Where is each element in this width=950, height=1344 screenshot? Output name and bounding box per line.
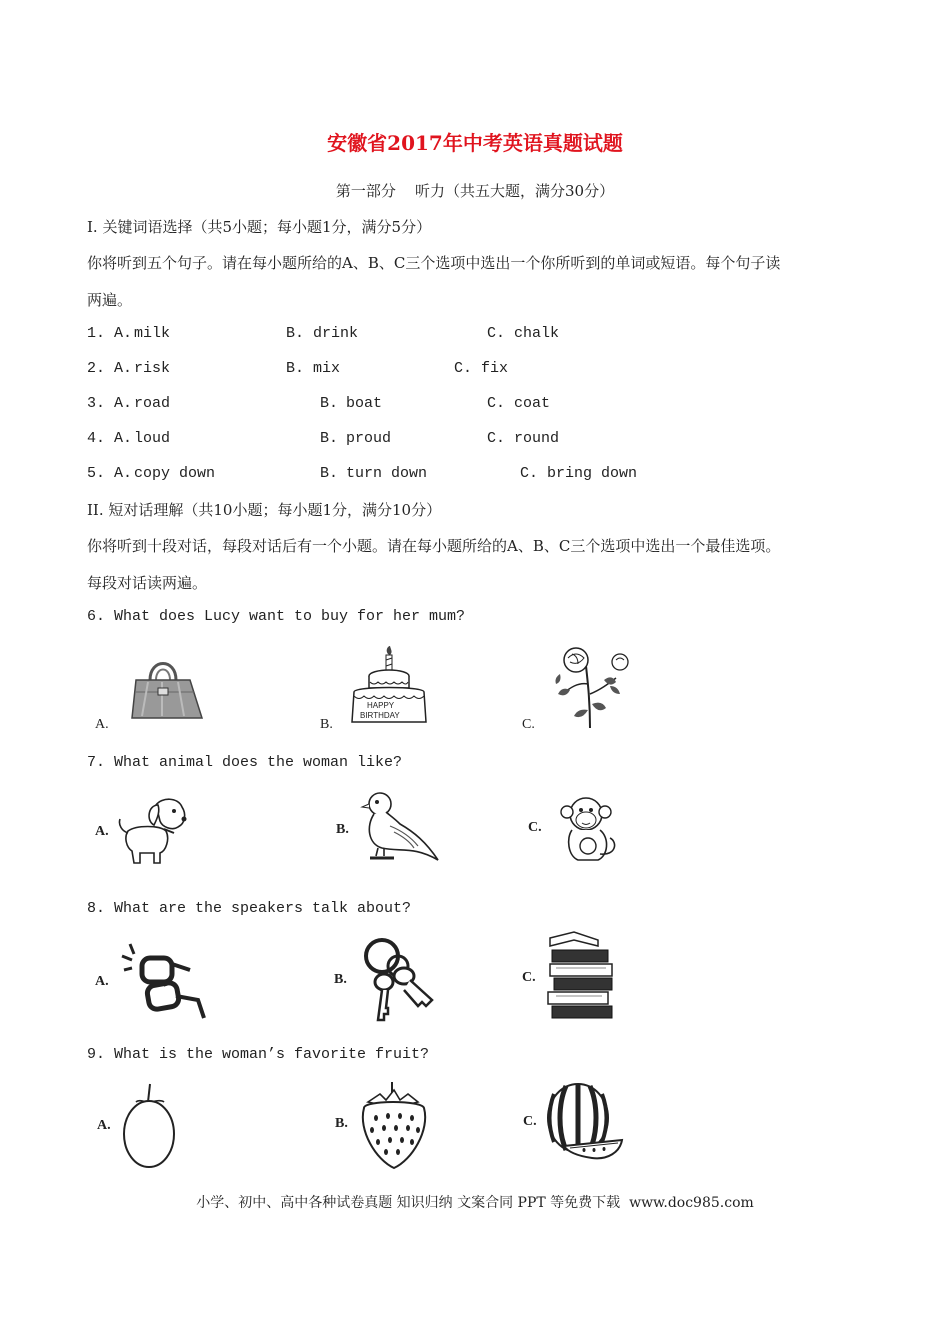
option-b: boat — [346, 395, 383, 412]
option-a: road — [134, 395, 171, 412]
q9-label-c: C. — [523, 1114, 537, 1129]
section2-instruction: 你将听到十段对话，每段对话后有一个小题。请在每小题所给的A、B、C三个选项中选出一个最佳选项。 — [87, 537, 781, 555]
option-c-label: C. — [520, 465, 539, 482]
option-c: chalk — [514, 325, 560, 342]
option-b-label: B. — [320, 395, 339, 412]
item-number: 1. A. — [87, 325, 133, 342]
option-c: coat — [514, 395, 551, 412]
option-c: bring down — [547, 465, 638, 482]
q8-label-a: A. — [95, 974, 109, 989]
option-a: milk — [134, 325, 171, 342]
rose-icon — [546, 644, 636, 730]
option-b-label: B. — [320, 430, 339, 447]
q6-label-a: A. — [95, 717, 109, 732]
q6-label-b: B. — [320, 717, 333, 732]
option-c-label: C. — [487, 430, 506, 447]
q7-label-c: C. — [528, 820, 542, 835]
books-icon — [546, 930, 618, 1022]
q7-label-b: B. — [336, 822, 349, 837]
option-b-label: B. — [286, 325, 305, 342]
section1-instruction-cont: 两遍。 — [87, 291, 133, 309]
bird-icon — [360, 790, 442, 868]
option-c-label: C. — [487, 395, 506, 412]
option-b: drink — [313, 325, 359, 342]
item-number: 3. A. — [87, 395, 133, 412]
birthday-cake-icon — [348, 646, 432, 726]
option-b: turn down — [346, 465, 428, 482]
question-8: 8. What are the speakers talk about? — [87, 900, 412, 917]
q9-label-b: B. — [335, 1116, 348, 1131]
item-number: 2. A. — [87, 360, 133, 377]
option-b-label: B. — [320, 465, 339, 482]
q8-label-b: B. — [334, 972, 347, 987]
option-c-label: C. — [487, 325, 506, 342]
cake-text-birthday: BIRTHDAY — [360, 711, 400, 720]
strawberry-icon — [356, 1080, 432, 1170]
keys-icon — [358, 936, 438, 1022]
option-a: copy down — [134, 465, 216, 482]
option-c-label: C. — [454, 360, 473, 377]
section1-heading: I. 关键词语选择（共5小题；每小题1分，满分5分） — [87, 218, 432, 236]
item-number: 5. A. — [87, 465, 133, 482]
watermelon-icon — [540, 1080, 624, 1160]
option-b-label: B. — [286, 360, 305, 377]
q8-label-c: C. — [522, 970, 536, 985]
option-a: risk — [134, 360, 171, 377]
plum-icon — [120, 1082, 178, 1170]
section2-heading: II. 短对话理解（共10小题；每小题1分，满分10分） — [87, 501, 442, 519]
q7-label-a: A. — [95, 824, 109, 839]
q9-label-a: A. — [97, 1118, 111, 1133]
monkey-icon — [556, 794, 620, 866]
option-a: loud — [134, 430, 171, 447]
dog-icon — [116, 795, 196, 865]
option-c: fix — [481, 360, 509, 377]
handbag-icon — [128, 652, 208, 722]
section1-instruction: 你将听到五个句子。请在每小题所给的A、B、C三个选项中选出一个你所听到的单词或短语。每个句子读 — [87, 254, 781, 272]
option-b: mix — [313, 360, 341, 377]
page-title: 安徽省2017年中考英语真题试题 — [327, 131, 623, 155]
q6-label-c: C. — [522, 717, 535, 732]
part-heading: 第一部分 听力（共五大题，满分30分） — [335, 182, 615, 200]
item-number: 4. A. — [87, 430, 133, 447]
question-9: 9. What is the woman’s favorite fruit? — [87, 1046, 430, 1063]
question-7: 7. What animal does the woman like? — [87, 754, 403, 771]
option-c: round — [514, 430, 560, 447]
glasses-icon — [118, 940, 210, 1022]
footer: 小学、初中、高中各种试卷真题 知识归纳 文案合同 PPT 等免费下载 www.doc985.com — [196, 1195, 754, 1211]
option-b: proud — [346, 430, 392, 447]
section2-instruction-cont: 每段对话读两遍。 — [87, 574, 208, 592]
cake-text-happy: HAPPY — [367, 701, 395, 710]
question-6: 6. What does Lucy want to buy for her mum? — [87, 608, 466, 625]
